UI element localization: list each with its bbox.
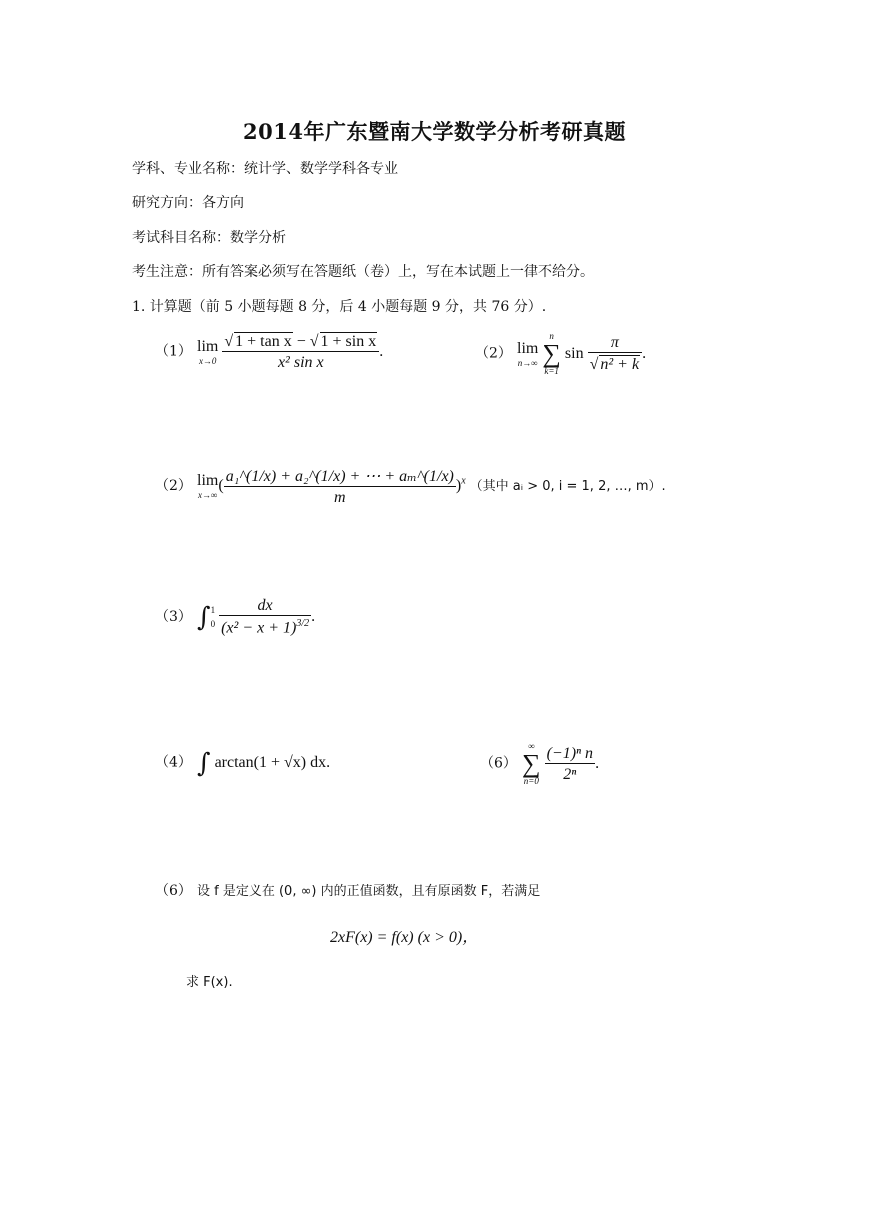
integrand: arctan(1 + √x) dx.	[214, 753, 331, 771]
summation-sign: ∞ ∑ n=0	[522, 741, 541, 786]
problem-7-text: 设 f 是定义在 (0, ∞) 内的正值函数，且有原函数 F，若满足	[197, 884, 541, 899]
fraction: $\frac{dx}{(x^2 - x + 1)^{3/2}}$	[221, 597, 310, 637]
problem-1-label: （1）	[155, 343, 192, 360]
limit-operator: lim n→∞	[517, 339, 539, 368]
problem-2-label: （2）	[475, 345, 512, 362]
problem-7-ask: 求 F(x).	[186, 975, 233, 990]
problem-7-label: （6）	[155, 883, 192, 899]
problem-6-label: （6）	[480, 755, 517, 772]
problem-2: （2） lim n→∞ n ∑ k=1 sin $\frac{\pi}{\text{√ n² + k}}$ .	[475, 331, 647, 376]
problem-5-label: （4）	[155, 754, 192, 771]
fraction: $\frac{\pi}{\text{√ n² + k}}$	[588, 334, 642, 374]
fraction: $\frac{\text{(−1)ⁿ n}}{\text{2ⁿ}}$	[546, 744, 594, 783]
fraction: $\frac{\text{a₁\textasciicircum{}(1/x) + a₂\textasciicircum{}(1/x) + ⋯ + aₘ\textasciicircum{}(1/x)}}{m}$	[225, 468, 454, 506]
problem-1: （1） lim x→0 $\frac{\text{√ 1 + tan x − √ 1 + sin x}}{\text{x² sin x}}$ .	[155, 333, 384, 371]
problem-7	[155, 880, 540, 900]
fraction: $\frac{\text{√ 1 + tan x − √ 1 + sin x}}{\text{x² sin x}}$	[222, 332, 379, 372]
problem-6: （6） ∞ ∑ n=0 $\frac{\text{(−1)ⁿ n}}{\text{2ⁿ}}$ .	[480, 741, 600, 786]
page-title: 2014年广东暨南大学数学分析考研真题	[243, 119, 626, 144]
section-heading: 1. 计算题（前 5 小题每题 8 分，后 4 小题每题 9 分，共 76 分）.	[132, 299, 547, 315]
limit-operator: lim x→∞	[197, 472, 219, 500]
integral-sign: ∫	[197, 748, 211, 778]
problem-7-equation: 2xF(x) = f(x) (x > 0)，	[330, 929, 479, 946]
problem-4-label: （3）	[155, 608, 192, 625]
notice-line: 考生注意：所有答案必须写在答题纸（卷）上，写在本试题上一律不给分。	[132, 264, 594, 280]
direction-line: 研究方向：各方向	[132, 195, 244, 211]
integral-sign: ∫	[197, 602, 211, 633]
condition-text: （其中 aᵢ > 0, i = 1, 2, …, m）.	[469, 479, 666, 495]
problem-3-label: （2）	[155, 478, 192, 495]
problem-5	[155, 748, 330, 778]
exam-name-line: 考试科目名称：数学分析	[132, 230, 286, 246]
problem-4: （3） ∫ 1 0 $\frac{dx}{(x^2 - x + 1)^{3/2}}$ .	[155, 597, 316, 637]
summation-sign: n ∑ k=1	[542, 331, 561, 376]
limit-operator: lim x→0	[197, 337, 219, 366]
problem-3: （2） lim x→∞ ( $\frac{\text{a₁\textasciicircum{}(1/x) + a₂\textasciicircum{}(1/x) + ⋯ + aₘ\textasciicircum{}(1/x)}}{m}$ )$^x$ （其中 aᵢ > 0, i = 1, 2, …, m）.	[155, 468, 666, 506]
subject-line: 学科、专业名称：统计学、数学学科各专业	[132, 161, 398, 177]
